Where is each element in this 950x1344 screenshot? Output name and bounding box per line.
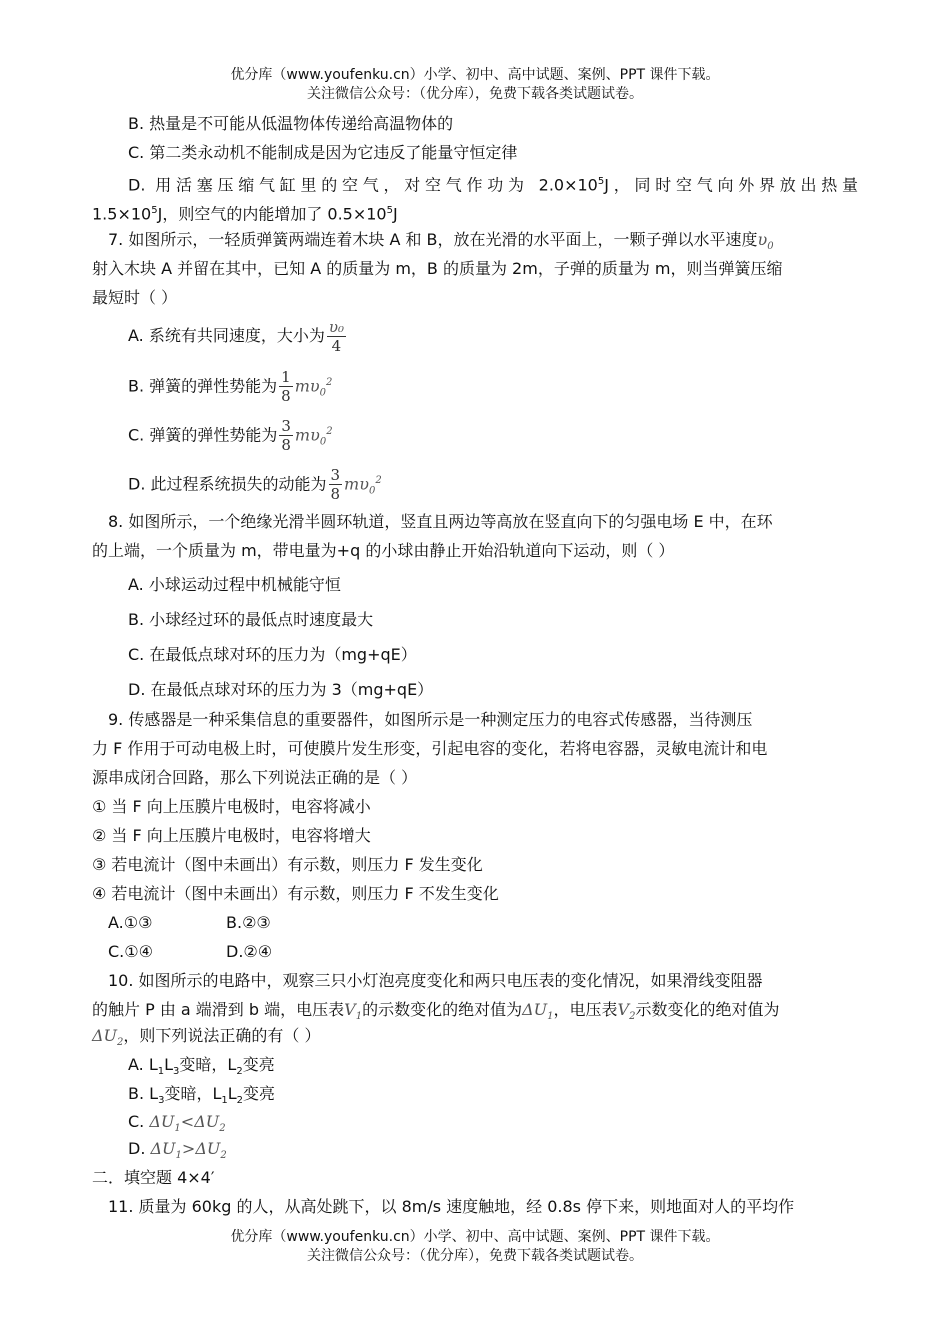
q8-option-d: D. 在最低点球对环的压力为 3（mg+qE） (128, 680, 434, 699)
header-line-1: 优分库（www.youfenku.cn）小学、初中、高中试题、案例、PPT 课件下载。 (230, 67, 720, 83)
q9-options-row1 (108, 911, 874, 935)
q10-stem-line1: 10. 如图所示的电路中，观察三只小灯泡亮度变化和两只电压表的变化情况，如果滑线变阻器 (108, 971, 763, 990)
q10-stem-line2: 的触片 P 由 a 端滑到 b 端，电压表$V_1$的示数变化的绝对值为$\Delta U_1$，电压表$V_2$示数变化的绝对值为 (92, 1000, 780, 1023)
q8-option-a: A. 小球运动过程中机械能守恒 (128, 575, 341, 594)
q10-option-a: A. $L_1L_3$变暗，$L_2$变亮 (128, 1055, 275, 1078)
q7-stem-line1: 7. 如图所示，一轻质弹簧两端连着木块 A 和 B，放在光滑的水平面上，一颗子弹以水平速度$\upsilon_0$ (108, 230, 774, 253)
q10-option-c: C. $\Delta U_1<\Delta U_2$ (128, 1112, 226, 1135)
q6-option-c: C. 第二类永动机不能制成是因为它违反了能量守恒定律 (128, 143, 518, 162)
footer-line-1: 优分库（www.youfenku.cn）小学、初中、高中试题、案例、PPT 课件下载。 (230, 1229, 720, 1245)
q7-option-c: C. 弹簧的弹性势能为 $\frac{3}{8}$ $m\upsilon_0^2$ (128, 417, 333, 455)
q9-options-row2 (108, 940, 874, 964)
q6-option-d-line2: $1.5\times 10^5J$，则空气的内能增加了 $0.5\times 10^5J$ (92, 204, 398, 224)
q9-option-a: A.①③ (108, 913, 153, 932)
q9-statement-3: ③ 若电流计（图中未画出）有示数，则压力 F 发生变化 (92, 855, 483, 874)
fraction: $\frac{3}{8}$ (330, 466, 341, 504)
q8-stem-line1: 8. 如图所示，一个绝缘光滑半圆环轨道，竖直且两边等高放在竖直向下的匀强电场 E 中，在环 (108, 512, 773, 531)
q9-stem-line1: 9. 传感器是一种采集信息的重要器件，如图所示是一种测定压力的电容式传感器，当待测压 (108, 710, 753, 729)
q8-option-b: B. 小球经过环的最低点时速度最大 (128, 610, 374, 629)
q6-option-b: B. 热量是不可能从低温物体传递给高温物体的 (128, 114, 454, 133)
footer-line-2: 关注微信公众号：（优分库），免费下载各类试题试卷。 (307, 1248, 643, 1264)
q6-option-d-line1: D. 用活塞压缩气缸里的空气，对空气作功为 $2.0\times 10^5J$，同时空气向外界放出热量 (128, 175, 858, 195)
q9-option-b: B.②③ (226, 913, 271, 932)
q9-statement-4: ④ 若电流计（图中未画出）有示数，则压力 F 不发生变化 (92, 884, 499, 903)
q9-option-d: D.②④ (226, 942, 273, 961)
q10-option-d: D. $\Delta U_1>\Delta U_2$ (128, 1139, 227, 1162)
page-footer (0, 1228, 950, 1266)
page-header (0, 66, 950, 104)
q9-stem-line3: 源串成闭合回路，那么下列说法正确的是（ ） (92, 768, 418, 787)
q9-stem-line2: 力 F 作用于可动电极上时，可使膜片发生形变，引起电容的变化，若将电容器，灵敏电流计和电 (92, 739, 768, 758)
q7-option-a: A. 系统有共同速度，大小为 $\frac{\text{υ₀}}{4}$ (128, 318, 344, 355)
q7-stem-line3: 最短时（ ） (92, 288, 178, 307)
q9-statement-2: ② 当 F 向上压膜片电极时，电容将增大 (92, 826, 371, 845)
q10-stem-line3: $\Delta U_2$，则下列说法正确的有（ ） (92, 1026, 321, 1049)
q9-statement-1: ① 当 F 向上压膜片电极时，电容将减小 (92, 797, 371, 816)
q10-option-b: B. $L_3$变暗，$L_1L_2$变亮 (128, 1084, 276, 1107)
section-heading: 二．填空题 4×4′ (92, 1168, 215, 1187)
q9-option-c: C.①④ (108, 942, 153, 961)
q7-stem-line2: 射入木块 A 并留在其中，已知 A 的质量为 m，B 的质量为 2m，子弹的质量为 m，则当弹簧压缩 (92, 259, 783, 278)
q7-option-b: B. 弹簧的弹性势能为 $\frac{1}{8}$ $m\upsilon_0^2$ (128, 368, 333, 406)
q8-option-c: C. 在最低点球对环的压力为（mg+qE） (128, 645, 417, 664)
fraction: $\frac{3}{8}$ (281, 417, 291, 455)
header-line-2: 关注微信公众号：（优分库），免费下载各类试题试卷。 (307, 86, 643, 102)
fraction: $\frac{\text{υ₀}}{4}$ (328, 318, 344, 355)
q8-stem-line2: 的上端，一个质量为 m，带电量为+q 的小球由静止开始沿轨道向下运动，则（ ） (92, 541, 675, 560)
fraction: $\frac{1}{8}$ (281, 368, 291, 406)
q11-stem-line1: 11. 质量为 60kg 的人，从高处跳下，以 8m/s 速度触地，经 0.8s 停下来，则地面对人的平均作 (108, 1197, 795, 1216)
q7-option-d: D. 此过程系统损失的动能为 $\frac{3}{8}$ $m\upsilon_0^2$ (128, 466, 382, 504)
